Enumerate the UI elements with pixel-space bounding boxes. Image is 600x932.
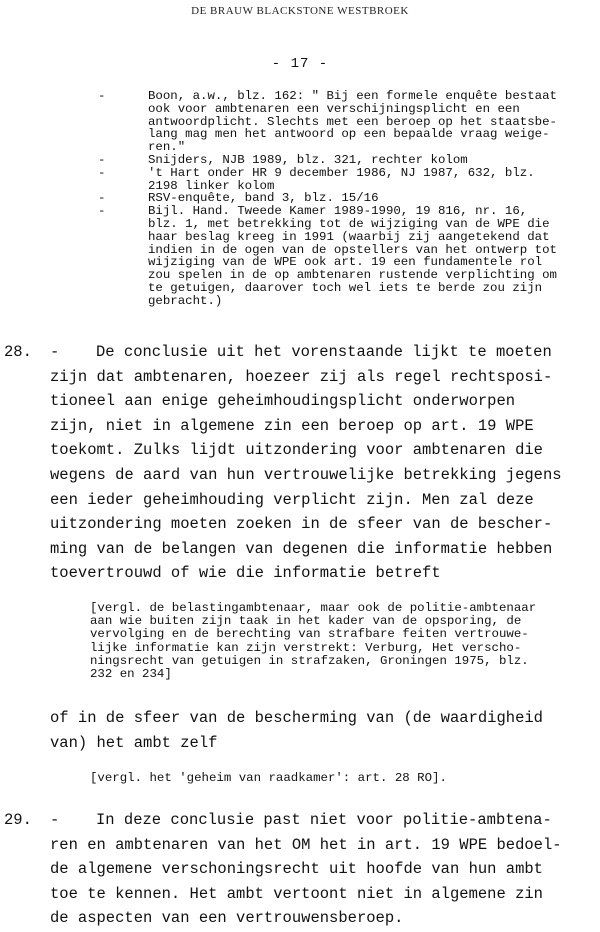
paragraph-dash: - bbox=[50, 811, 60, 829]
footnote-dash: - bbox=[98, 152, 106, 167]
paragraph-dash: - bbox=[50, 343, 60, 361]
page-number: - 17 - bbox=[271, 56, 329, 72]
footnote-item bbox=[0, 90, 600, 154]
paragraph-number: 28. bbox=[4, 343, 32, 361]
footnote-dash: - bbox=[98, 165, 106, 180]
paragraph-number: 29. bbox=[4, 811, 32, 829]
footnote-item bbox=[0, 167, 600, 193]
paragraph-continuation: of in de sfeer van de bescherming van (de waardigheid van) het ambt zelf bbox=[50, 709, 543, 752]
footnote-item bbox=[0, 154, 600, 167]
footnote-item bbox=[0, 205, 600, 307]
block-quote: [vergl. de belastingambtenaar, maar ook de politie-ambtenaar aan wie buiten zijn taak in het kader van de opsporing, de vervolging en de berechting van strafbare feiten vertrouwe- lijke informatie kan zijn verstrekt: Verburg, Het verscho- ningsrecht van getuigen in strafzaken, Groningen 1975, blz. 232 en 234] bbox=[90, 601, 537, 682]
footnote-dash: - bbox=[98, 191, 106, 206]
paragraph-body bbox=[50, 340, 595, 586]
paragraph-29 bbox=[0, 808, 600, 931]
footnote-text: 't Hart onder HR 9 december 1986, NJ 1987, 632, blz. 2198 linker kolom bbox=[148, 165, 535, 193]
footnote-text: Bijl. Hand. Tweede Kamer 1989-1990, 19 816, nr. 16, blz. 1, met betrekking tot de wijziging van de WPE die haar beslag kreeg in 1991 (waarbij zij aangetekend dat indien in de ogen van de opstellers van het ontwerp tot wijziging van de WPE ook art. 19 een fundamentele rol zou spelen in de op ambtenaren rustende verplichting om te getuigen, daarover toch wel iets te berde zou zijn gebracht.) bbox=[148, 204, 557, 308]
paragraph-body bbox=[50, 808, 595, 931]
paragraph-28 bbox=[0, 340, 600, 586]
footnote-text: RSV-enquête, band 3, blz. 15/16 bbox=[148, 191, 379, 206]
footnote-text: Boon, a.w., blz. 162: " Bij een formele enquête bestaat ook voor ambtenaren een verschijningsplicht en een antwoordplicht. Slechts met een beroep op het staatsbe- lang mag men het antwoord op een bepaalde vraag weige- ren." bbox=[148, 89, 557, 155]
footnote-text: Snijders, NJB 1989, blz. 321, rechter kolom bbox=[148, 152, 468, 167]
footnote-list bbox=[0, 90, 600, 308]
letterhead: DE BRAUW BLACKSTONE WESTBROEK bbox=[191, 5, 409, 17]
footnote-dash: - bbox=[98, 89, 106, 103]
paragraph-text: In deze conclusie past niet voor politie-ambtena- ren en ambtenaren van het OM het in art. 19 WPE bedoel- de algemene verschoningsrecht uit hoofde van hun ambt toe te kennen. Het ambt vertoont niet in algemene zin de aspecten van een vertrouwensberoep. bbox=[50, 811, 562, 928]
paragraph-text: De conclusie uit het vorenstaande lijkt te moeten zijn dat ambtenaren, hoezeer zij als regel rechtsposi- tioneel aan enige geheimhoudingsplicht onderworpen zijn, niet in algemene zin een beroep op art. 19 WPE toekomt. Zulks lijdt uitzondering voor ambtenaren die wegens de aard van hun vertrouwelijke betrekking jegens een ieder geheimhouding verplicht zijn. Men zal deze uitzondering moeten zoeken in de sfeer van de bescher- ming van de belangen van degenen die informatie hebben toevertrouwd of wie die informatie betreft bbox=[50, 343, 562, 583]
footnote-dash: - bbox=[98, 204, 106, 219]
block-quote: [vergl. het 'geheim van raadkamer': art. 28 RO]. bbox=[90, 771, 447, 785]
